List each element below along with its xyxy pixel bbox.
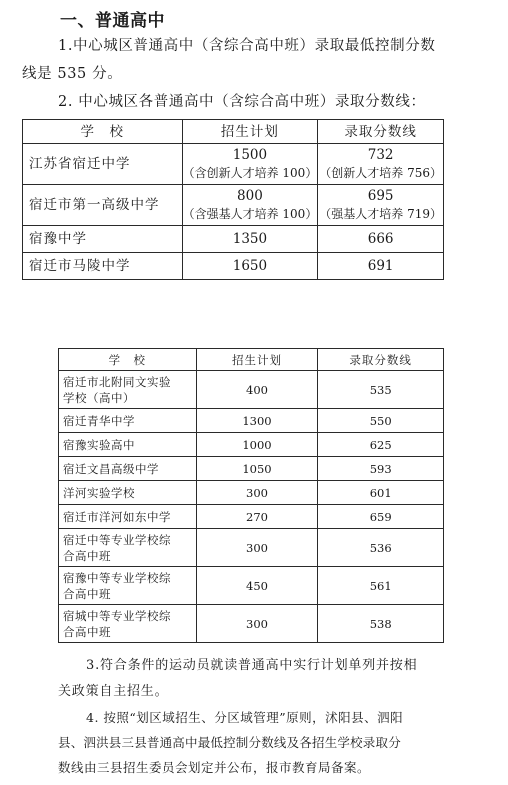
score-value: 659 — [318, 505, 444, 529]
other-high-school-table — [58, 348, 444, 643]
plan-value: 1650 — [182, 253, 318, 280]
table-row — [23, 185, 444, 226]
table-header-row — [59, 349, 444, 371]
table-row — [59, 529, 444, 567]
score-value: 695 — [367, 188, 394, 204]
table-row — [23, 144, 444, 185]
school-name-line-2: 合高中班 — [63, 624, 111, 639]
plan-value: 1050 — [196, 457, 318, 481]
score-value: 535 — [318, 371, 444, 409]
plan-value: 800 — [237, 188, 263, 204]
table-row — [59, 371, 444, 409]
score-value: 666 — [318, 226, 444, 253]
school-name: 宿迁市洋河如东中学 — [59, 505, 197, 529]
table-row — [59, 605, 444, 643]
school-name: 宿迁市马陵中学 — [23, 253, 183, 280]
plan-value: 270 — [196, 505, 318, 529]
score-value: 538 — [318, 605, 444, 643]
paragraph-4-line-1: 4. 按照“划区域招生、分区域管理”原则，沭阳县、泗阳 — [86, 710, 404, 725]
school-name: 宿豫实验高中 — [59, 433, 197, 457]
paragraph-1-line-2: 线是 535 分。 — [22, 66, 123, 82]
plan-value: 400 — [196, 371, 318, 409]
plan-value: 1500 — [232, 147, 268, 163]
school-name-line-1: 宿迁市北附同文实验 — [63, 374, 171, 389]
score-cell — [318, 185, 444, 226]
paragraph-3-line-1: 3.符合条件的运动员就读普通高中实行计划单列并按相 — [86, 658, 418, 673]
urban-high-school-table — [22, 119, 444, 280]
plan-value: 1350 — [182, 226, 318, 253]
school-name: 江苏省宿迁中学 — [23, 144, 183, 185]
school-name: 宿迁市第一高级中学 — [23, 185, 183, 226]
score-value: 691 — [318, 253, 444, 280]
header-school: 学 校 — [59, 349, 197, 371]
paragraph-2: 2. 中心城区各普通高中（含综合高中班）录取分数线： — [58, 94, 426, 110]
table-row — [59, 433, 444, 457]
score-value: 601 — [318, 481, 444, 505]
school-name — [59, 529, 197, 567]
school-name: 宿迁文昌高级中学 — [59, 457, 197, 481]
school-name-line-1: 宿迁中等专业学校综 — [63, 532, 171, 547]
school-name: 宿豫中学 — [23, 226, 183, 253]
school-name-line-1: 宿城中等专业学校综 — [63, 608, 171, 623]
score-value: 550 — [318, 409, 444, 433]
plan-value: 300 — [196, 481, 318, 505]
score-value: 625 — [318, 433, 444, 457]
header-score: 录取分数线 — [318, 349, 444, 371]
score-value: 536 — [318, 529, 444, 567]
table-header-row — [23, 120, 444, 144]
table-row — [59, 505, 444, 529]
plan-value: 1000 — [196, 433, 318, 457]
score-note: （创新人才培养 756） — [319, 166, 442, 180]
score-value: 561 — [318, 567, 444, 605]
plan-value: 300 — [196, 529, 318, 567]
score-note: （强基人才培养 719） — [319, 207, 442, 221]
plan-note: （含强基人才培养 100） — [182, 207, 318, 221]
school-name-line-1: 宿豫中等专业学校综 — [63, 570, 171, 585]
plan-note: （含创新人才培养 100） — [182, 166, 318, 180]
plan-cell — [182, 144, 318, 185]
school-name: 洋河实验学校 — [59, 481, 197, 505]
score-cell — [318, 144, 444, 185]
plan-value: 1300 — [196, 409, 318, 433]
school-name-line-2: 合高中班 — [63, 548, 111, 563]
header-score: 录取分数线 — [318, 120, 444, 144]
table-row — [59, 481, 444, 505]
paragraph-4-line-3: 数线由三县招生委员会划定并公布，报市教育局备案。 — [58, 760, 371, 775]
paragraph-4-line-2: 县、泗洪县三县普通高中最低控制分数线及各招生学校录取分 — [58, 735, 401, 750]
paragraph-3-line-2: 关政策自主招生。 — [58, 684, 169, 699]
paragraph-1-line-1: 1.中心城区普通高中（含综合高中班）录取最低控制分数 — [58, 38, 436, 54]
school-name — [59, 567, 197, 605]
school-name — [59, 605, 197, 643]
school-name-line-2: 合高中班 — [63, 586, 111, 601]
table-row — [59, 457, 444, 481]
table-row — [59, 567, 444, 605]
table-row — [23, 226, 444, 253]
score-value: 593 — [318, 457, 444, 481]
header-plan: 招生计划 — [196, 349, 318, 371]
score-value: 732 — [367, 147, 394, 163]
table-row — [59, 409, 444, 433]
school-name-line-2: 学校（高中） — [63, 390, 135, 405]
plan-cell — [182, 185, 318, 226]
header-school: 学 校 — [23, 120, 183, 144]
school-name — [59, 371, 197, 409]
table-row — [23, 253, 444, 280]
section-heading: 一、普通高中 — [60, 11, 165, 31]
plan-value: 300 — [196, 605, 318, 643]
plan-value: 450 — [196, 567, 318, 605]
header-plan: 招生计划 — [182, 120, 318, 144]
school-name: 宿迁青华中学 — [59, 409, 197, 433]
